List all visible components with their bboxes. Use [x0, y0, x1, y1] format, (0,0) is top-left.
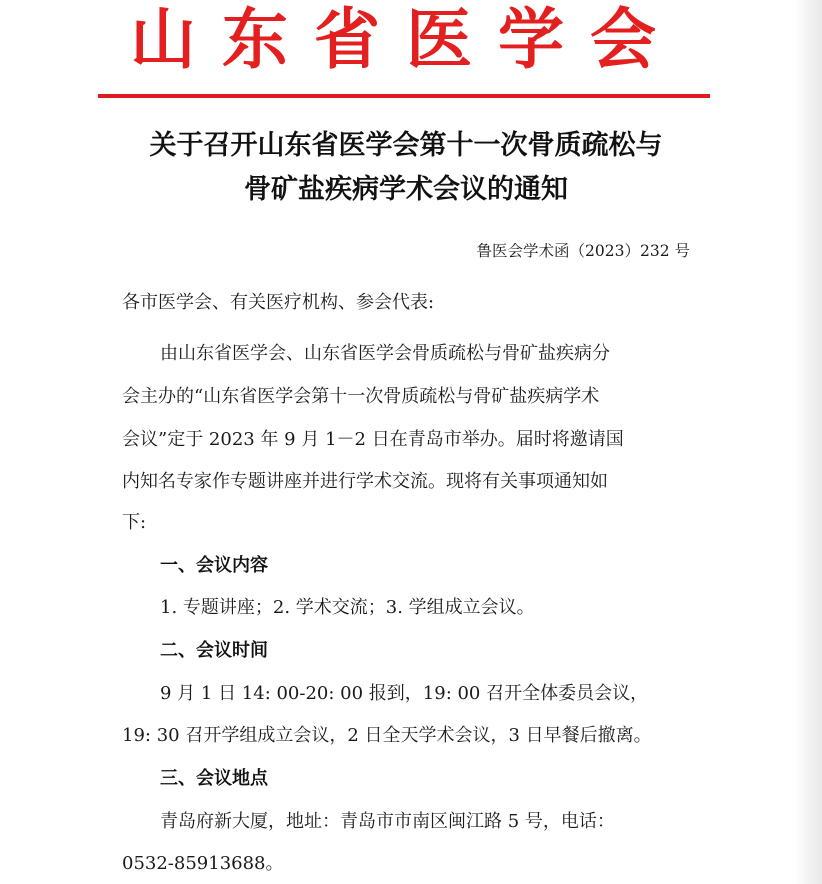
- notice-title: [100, 124, 712, 212]
- section-1-line-1: 1. 专题讲座；2. 学术交流；3. 学组成立会议。: [160, 597, 535, 618]
- notice-title-line-2: 骨矿盐疾病学术会议的通知: [244, 174, 568, 205]
- section-heading-2: 二、会议时间: [160, 640, 268, 661]
- letterhead-red-rule: [98, 94, 710, 98]
- section-2-line-1: 9 月 1 日 14: 00-20: 00 报到，19: 00 召开全体委员会议，: [160, 683, 649, 704]
- intro-line-2: 会主办的“山东省医学会第十一次骨质疏松与骨矿盐疾病学术: [122, 386, 600, 407]
- intro-line-4: 内知名专家作专题讲座并进行学术交流。现将有关事项通知如: [122, 471, 608, 492]
- document-number: 鲁医会学术函（2023）232 号: [476, 242, 690, 260]
- intro-line-1: 由山东省医学会、山东省医学会骨质疏松与骨矿盐疾病分: [160, 343, 610, 364]
- intro-line-3: 会议”定于 2023 年 9 月 1－2 日在青岛市举办。届时将邀请国: [122, 429, 624, 450]
- section-heading-3: 三、会议地点: [160, 768, 268, 789]
- letterhead-org-name: 山东省医学会: [130, 1, 682, 78]
- salutation: 各市医学会、有关医疗机构、参会代表:: [122, 292, 435, 313]
- section-heading-1: 一、会议内容: [160, 555, 268, 576]
- notice-title-line-1: 关于召开山东省医学会第十一次骨质疏松与: [149, 130, 663, 161]
- intro-line-5: 下:: [122, 512, 147, 533]
- section-3-line-1: 青岛府新大厦，地址：青岛市市南区闽江路 5 号，电话：: [160, 811, 615, 832]
- section-2-line-2: 19: 30 召开学组成立会议，2 日全天学术会议，3 日早餐后撤离。: [122, 725, 652, 746]
- section-3-line-2: 0532-85913688。: [122, 853, 284, 874]
